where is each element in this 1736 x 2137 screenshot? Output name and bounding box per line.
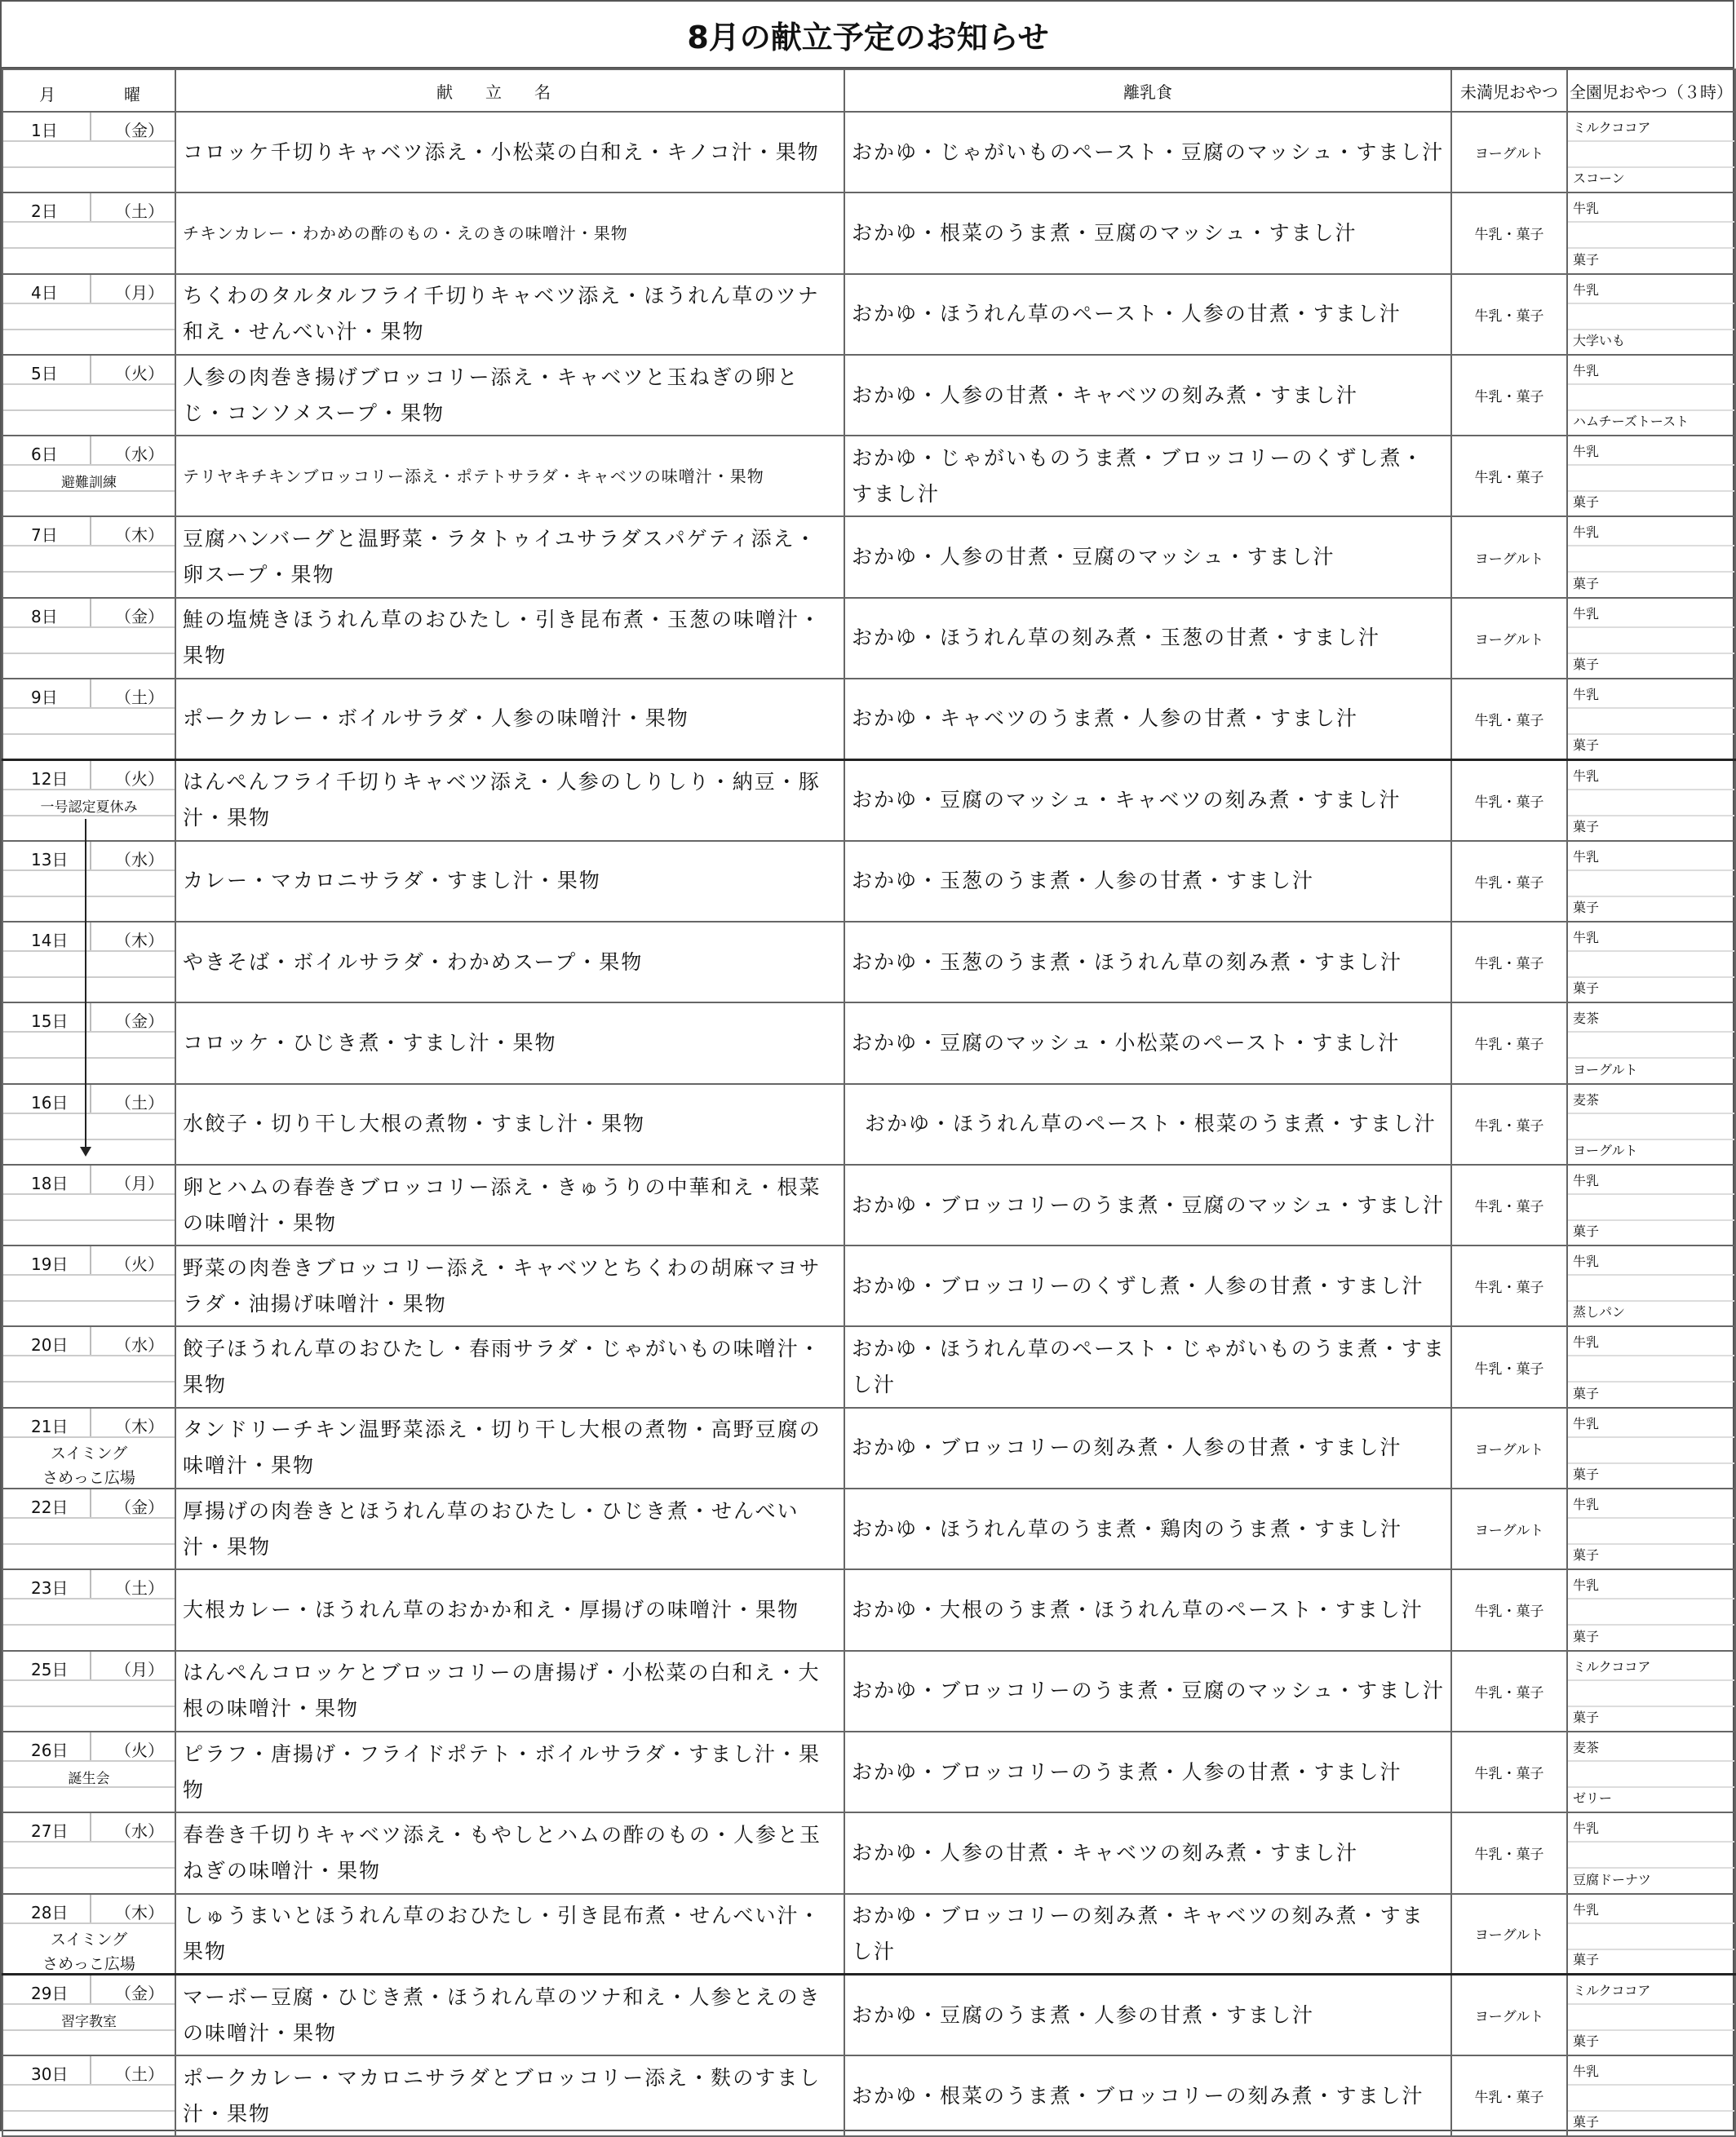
snack-all-cell xyxy=(1567,1975,1735,2055)
snack-food: 蒸しパン xyxy=(1573,1304,1626,1321)
baby-food-cell: おかゆ・じゃがいものうま煮・ブロッコリーのくずし煮・すまし汁 xyxy=(844,436,1451,516)
table-row xyxy=(2,436,1735,516)
menu-cell: 人参の肉巻き揚げブロッコリー添え・キャベツと玉ねぎの卵とじ・コンソメスープ・果物 xyxy=(175,355,844,436)
day-number: 9日 xyxy=(31,688,58,708)
snack-drink: 牛乳 xyxy=(1573,1821,1600,1837)
snack-food: 菓子 xyxy=(1573,657,1600,673)
snack-drink: 牛乳 xyxy=(1573,1415,1600,1431)
day-number: 4日 xyxy=(31,282,58,303)
snack-under3-cell: 牛乳・菓子 xyxy=(1451,2055,1567,2136)
snack-drink: 牛乳 xyxy=(1573,768,1600,784)
date-cell xyxy=(2,1408,175,1489)
snack-all-cell xyxy=(1567,355,1735,436)
snack-all-cell xyxy=(1567,1165,1735,1245)
snack-all-cell xyxy=(1567,679,1735,759)
snack-food: ゼリー xyxy=(1573,1790,1613,1807)
snack-all-cell xyxy=(1567,1084,1735,1165)
menu-cell: コロッケ千切りキャベツ添え・小松菜の白和え・キノコ汁・果物 xyxy=(175,112,844,192)
snack-under3-cell: ヨーグルト xyxy=(1451,1975,1567,2055)
baby-food-cell: おかゆ・大根のうま煮・ほうれん草のペースト・すまし汁 xyxy=(844,1569,1451,1650)
baby-food-cell: おかゆ・豆腐のマッシュ・小松菜のペースト・すまし汁 xyxy=(844,1002,1451,1083)
snack-drink: 牛乳 xyxy=(1573,605,1600,622)
snack-under3-cell: 牛乳・菓子 xyxy=(1451,1245,1567,1326)
day-number: 28日 xyxy=(31,1902,69,1922)
day-of-week: （水） xyxy=(115,445,164,465)
snack-food: 菓子 xyxy=(1573,1467,1600,1483)
date-cell xyxy=(2,1002,175,1083)
baby-food-cell: おかゆ・ブロッコリーのうま煮・豆腐のマッシュ・すまし汁 xyxy=(844,1165,1451,1245)
day-number: 26日 xyxy=(31,1740,69,1760)
table-row xyxy=(2,1975,1735,2055)
snack-all-cell xyxy=(1567,1326,1735,1407)
header-month: 月 xyxy=(39,85,55,104)
day-of-week: （月） xyxy=(115,282,164,303)
baby-food-cell: おかゆ・玉葱のうま煮・人参の甘煮・すまし汁 xyxy=(844,841,1451,922)
snack-drink: 牛乳 xyxy=(1573,2064,1600,2080)
day-number: 27日 xyxy=(31,1821,69,1842)
date-cell xyxy=(2,1245,175,1326)
menu-table xyxy=(2,69,1736,2137)
day-of-week: （水） xyxy=(115,1821,164,1842)
baby-food-cell: おかゆ・ほうれん草のペースト・根菜のうま煮・すまし汁 xyxy=(844,1084,1451,1165)
day-of-week: （月） xyxy=(115,1173,164,1193)
day-of-week: （土） xyxy=(115,1092,164,1113)
baby-food-cell: おかゆ・ブロッコリーの刻み煮・人参の甘煮・すまし汁 xyxy=(844,1408,1451,1489)
snack-under3-cell: 牛乳・菓子 xyxy=(1451,1326,1567,1407)
day-number: 6日 xyxy=(31,445,58,465)
header-menu: 献立名 xyxy=(175,69,844,112)
day-of-week: （水） xyxy=(115,849,164,869)
snack-drink: 麦茶 xyxy=(1573,1011,1600,1027)
day-number: 18日 xyxy=(31,1173,69,1193)
day-of-week: （土） xyxy=(115,1578,164,1599)
baby-food-cell: おかゆ・人参の甘煮・キャベツの刻み煮・すまし汁 xyxy=(844,1812,1451,1893)
snack-under3-cell: 牛乳・菓子 xyxy=(1451,922,1567,1002)
menu-cell: ちくわのタルタルフライ千切りキャベツ添え・ほうれん草のツナ和え・せんべい汁・果物 xyxy=(175,274,844,355)
day-of-week: （金） xyxy=(115,1011,164,1032)
menu-cell: 厚揚げの肉巻きとほうれん草のおひたし・ひじき煮・せんべい汁・果物 xyxy=(175,1489,844,1569)
menu-cell: 卵とハムの春巻きブロッコリー添え・きゅうりの中華和え・根菜の味噌汁・果物 xyxy=(175,1165,844,1245)
snack-all-cell xyxy=(1567,274,1735,355)
menu-cell: カレー・マカロニサラダ・すまし汁・果物 xyxy=(175,841,844,922)
snack-all-cell xyxy=(1567,1408,1735,1489)
day-of-week: （金） xyxy=(115,1498,164,1518)
snack-under3-cell: 牛乳・菓子 xyxy=(1451,436,1567,516)
date-cell xyxy=(2,922,175,1002)
day-number: 15日 xyxy=(31,1011,69,1032)
day-number: 2日 xyxy=(31,201,58,222)
menu-cell: 野菜の肉巻きブロッコリー添え・キャベツとちくわの胡麻マヨサラダ・油揚げ味噌汁・果物 xyxy=(175,1245,844,1326)
day-number: 8日 xyxy=(31,606,58,626)
day-of-week: （火） xyxy=(115,1254,164,1275)
snack-under3-cell: 牛乳・菓子 xyxy=(1451,1651,1567,1732)
snack-food: 菓子 xyxy=(1573,1223,1600,1240)
menu-cell: チキンカレー・わかめの酢のもの・えのきの味噌汁・果物 xyxy=(175,192,844,273)
snack-drink: 牛乳 xyxy=(1573,444,1600,460)
menu-cell: ポークカレー・マカロニサラダとブロッコリー添え・麩のすまし汁・果物 xyxy=(175,2055,844,2136)
event-label: 避難訓練 xyxy=(61,475,117,492)
baby-food-cell: おかゆ・人参の甘煮・キャベツの刻み煮・すまし汁 xyxy=(844,355,1451,436)
date-cell xyxy=(2,436,175,516)
table-row xyxy=(2,1489,1735,1569)
baby-food-cell: おかゆ・ほうれん草のペースト・じゃがいものうま煮・すまし汁 xyxy=(844,1326,1451,1407)
snack-all-cell xyxy=(1567,1894,1735,1975)
snack-food: 菓子 xyxy=(1573,899,1600,915)
table-row xyxy=(2,1245,1735,1326)
table-row xyxy=(2,112,1735,192)
snack-drink: 牛乳 xyxy=(1573,201,1600,217)
snack-all-cell xyxy=(1567,1651,1735,1732)
date-cell xyxy=(2,355,175,436)
snack-under3-cell: ヨーグルト xyxy=(1451,1489,1567,1569)
page-title: 8月の献立予定のお知らせ xyxy=(2,2,1734,69)
table-row xyxy=(2,759,1735,840)
day-number: 22日 xyxy=(31,1498,69,1518)
table-row xyxy=(2,841,1735,922)
date-cell xyxy=(2,1489,175,1569)
snack-under3-cell: 牛乳・菓子 xyxy=(1451,1084,1567,1165)
table-row xyxy=(2,355,1735,436)
menu-cell: はんぺんコロッケとブロッコリーの唐揚げ・小松菜の白和え・大根の味噌汁・果物 xyxy=(175,1651,844,1732)
day-of-week: （木） xyxy=(115,525,164,546)
date-cell xyxy=(2,1651,175,1732)
table-row xyxy=(2,598,1735,679)
snack-under3-cell: 牛乳・菓子 xyxy=(1451,355,1567,436)
day-number: 29日 xyxy=(31,1984,69,2004)
snack-all-cell xyxy=(1567,922,1735,1002)
menu-cell: 大根カレー・ほうれん草のおかか和え・厚揚げの味噌汁・果物 xyxy=(175,1569,844,1650)
baby-food-cell: おかゆ・人参の甘煮・豆腐のマッシュ・すまし汁 xyxy=(844,516,1451,597)
snack-food: 菓子 xyxy=(1573,980,1600,997)
snack-under3-cell: 牛乳・菓子 xyxy=(1451,274,1567,355)
day-number: 30日 xyxy=(31,2064,69,2085)
snack-all-cell xyxy=(1567,1732,1735,1812)
baby-food-cell: おかゆ・ブロッコリーのうま煮・豆腐のマッシュ・すまし汁 xyxy=(844,1651,1451,1732)
baby-food-cell: おかゆ・ブロッコリーのくずし煮・人参の甘煮・すまし汁 xyxy=(844,1245,1451,1326)
table-row xyxy=(2,1165,1735,1245)
event-label: 一号認定夏休み xyxy=(40,799,138,816)
baby-food-cell: おかゆ・ほうれん草のうま煮・鶏肉のうま煮・すまし汁 xyxy=(844,1489,1451,1569)
baby-food-cell: おかゆ・根菜のうま煮・ブロッコリーの刻み煮・すまし汁 xyxy=(844,2055,1451,2136)
snack-drink: 牛乳 xyxy=(1573,848,1600,865)
snack-drink: 牛乳 xyxy=(1573,524,1600,541)
date-cell xyxy=(2,192,175,273)
snack-food: 大学いも xyxy=(1573,332,1626,348)
menu-cell: テリヤキチキンブロッコリー添え・ポテトサラダ・キャベツの味噌汁・果物 xyxy=(175,436,844,516)
date-cell xyxy=(2,598,175,679)
day-number: 5日 xyxy=(31,363,58,383)
vacation-period-arrow-head xyxy=(80,1147,91,1157)
snack-drink: ミルクココア xyxy=(1573,120,1651,135)
snack-all-cell xyxy=(1567,1489,1735,1569)
snack-all-cell xyxy=(1567,1812,1735,1893)
day-number: 25日 xyxy=(31,1659,69,1679)
snack-food: 菓子 xyxy=(1573,737,1600,753)
day-of-week: （金） xyxy=(115,121,164,140)
day-of-week: （火） xyxy=(115,768,164,789)
menu-cell: ポークカレー・ボイルサラダ・人参の味噌汁・果物 xyxy=(175,679,844,759)
table-row xyxy=(2,1894,1735,1975)
menu-cell: 鮭の塩焼きほうれん草のおひたし・引き昆布煮・玉葱の味噌汁・果物 xyxy=(175,598,844,679)
day-of-week: （土） xyxy=(115,2064,164,2085)
event-label: 習字教室 xyxy=(61,2014,117,2031)
snack-under3-cell: 牛乳・菓子 xyxy=(1451,1732,1567,1812)
snack-under3-cell: ヨーグルト xyxy=(1451,516,1567,597)
baby-food-cell: おかゆ・キャベツのうま煮・人参の甘煮・すまし汁 xyxy=(844,679,1451,759)
date-cell xyxy=(2,759,175,840)
snack-all-cell xyxy=(1567,1002,1735,1083)
snack-under3-cell: ヨーグルト xyxy=(1451,1894,1567,1975)
snack-food: 菓子 xyxy=(1573,2033,1600,2050)
snack-under3-cell: ヨーグルト xyxy=(1451,598,1567,679)
table-row xyxy=(2,922,1735,1002)
snack-under3-cell: 牛乳・菓子 xyxy=(1451,841,1567,922)
snack-food: 菓子 xyxy=(1573,1385,1600,1401)
table-row xyxy=(2,1408,1735,1489)
date-cell xyxy=(2,841,175,922)
header-baby-food: 離乳食 xyxy=(844,69,1451,112)
snack-drink: 牛乳 xyxy=(1573,687,1600,703)
table-row xyxy=(2,1569,1735,1650)
baby-food-cell: おかゆ・ブロッコリーのうま煮・人参の甘煮・すまし汁 xyxy=(844,1732,1451,1812)
snack-food: 菓子 xyxy=(1573,494,1600,511)
baby-food-cell: おかゆ・根菜のうま煮・豆腐のマッシュ・すまし汁 xyxy=(844,192,1451,273)
baby-food-cell: おかゆ・じゃがいものペースト・豆腐のマッシュ・すまし汁 xyxy=(844,112,1451,192)
day-number: 13日 xyxy=(31,849,69,869)
snack-food: 菓子 xyxy=(1573,1628,1600,1644)
baby-food-cell: おかゆ・ブロッコリーの刻み煮・キャベツの刻み煮・すまし汁 xyxy=(844,1894,1451,1975)
event-label: 誕生会 xyxy=(68,1770,110,1787)
snack-all-cell xyxy=(1567,598,1735,679)
day-of-week: （金） xyxy=(115,1984,164,2004)
menu-cell: 豆腐ハンバーグと温野菜・ラタトゥイユサラダスパゲティ添え・卵スープ・果物 xyxy=(175,516,844,597)
day-number: 12日 xyxy=(31,768,69,789)
menu-cell: はんぺんフライ千切りキャベツ添え・人参のしりしり・納豆・豚汁・果物 xyxy=(175,759,844,840)
header-dow: 曜 xyxy=(124,85,140,104)
table-row xyxy=(2,1002,1735,1083)
event-label: スイミング さめっこ広場 xyxy=(42,1444,135,1487)
snack-food: 菓子 xyxy=(1573,2114,1600,2130)
snack-drink: 麦茶 xyxy=(1573,1091,1600,1108)
date-cell xyxy=(2,516,175,597)
snack-under3-cell: 牛乳・菓子 xyxy=(1451,759,1567,840)
snack-all-cell xyxy=(1567,192,1735,273)
snack-all-cell xyxy=(1567,2055,1735,2136)
day-of-week: （火） xyxy=(115,1740,164,1760)
snack-drink: 牛乳 xyxy=(1573,1497,1600,1513)
snack-food: 菓子 xyxy=(1573,1952,1600,1968)
snack-drink: 牛乳 xyxy=(1573,1172,1600,1188)
day-number: 14日 xyxy=(31,930,69,950)
day-number: 1日 xyxy=(31,121,58,140)
snack-food: ヨーグルト xyxy=(1573,1061,1638,1077)
date-cell xyxy=(2,1326,175,1407)
date-cell xyxy=(2,1569,175,1650)
table-row xyxy=(2,1326,1735,1407)
event-label: スイミング さめっこ広場 xyxy=(42,1930,135,1973)
snack-under3-cell: ヨーグルト xyxy=(1451,1408,1567,1489)
snack-under3-cell: 牛乳・菓子 xyxy=(1451,1165,1567,1245)
table-row xyxy=(2,1812,1735,1893)
date-cell xyxy=(2,1732,175,1812)
snack-under3-cell: 牛乳・菓子 xyxy=(1451,679,1567,759)
snack-food: ヨーグルト xyxy=(1573,1142,1638,1158)
table-row xyxy=(2,2055,1735,2136)
menu-cell: 水餃子・切り干し大根の煮物・すまし汁・果物 xyxy=(175,1084,844,1165)
date-cell xyxy=(2,1894,175,1975)
snack-all-cell xyxy=(1567,1569,1735,1650)
menu-cell: しゅうまいとほうれん草のおひたし・引き昆布煮・せんべい汁・果物 xyxy=(175,1894,844,1975)
header-snack-under3: 未満児おやつ xyxy=(1451,69,1567,112)
snack-all-cell xyxy=(1567,1245,1735,1326)
baby-food-cell: おかゆ・玉葱のうま煮・ほうれん草の刻み煮・すまし汁 xyxy=(844,922,1451,1002)
snack-drink: ミルクココア xyxy=(1573,1658,1651,1675)
date-cell xyxy=(2,112,175,192)
snack-food: 菓子 xyxy=(1573,1547,1600,1564)
snack-food: 菓子 xyxy=(1573,575,1600,591)
menu-cell: タンドリーチキン温野菜添え・切り干し大根の煮物・高野豆腐の味噌汁・果物 xyxy=(175,1408,844,1489)
snack-drink: 牛乳 xyxy=(1573,929,1600,945)
day-of-week: （金） xyxy=(115,606,164,626)
snack-drink: 牛乳 xyxy=(1573,1577,1600,1594)
day-of-week: （土） xyxy=(115,201,164,222)
baby-food-cell: おかゆ・豆腐のうま煮・人参の甘煮・すまし汁 xyxy=(844,1975,1451,2055)
day-number: 7日 xyxy=(31,525,58,546)
table-row xyxy=(2,679,1735,759)
menu-cell: 餃子ほうれん草のおひたし・春雨サラダ・じゃがいもの味噌汁・果物 xyxy=(175,1326,844,1407)
snack-food: スコーン xyxy=(1573,170,1625,187)
snack-drink: 麦茶 xyxy=(1573,1739,1600,1755)
table-row xyxy=(2,1732,1735,1812)
vacation-period-arrow xyxy=(85,819,86,1152)
day-number: 23日 xyxy=(31,1578,69,1599)
header-date-cell xyxy=(2,69,175,112)
snack-all-cell xyxy=(1567,112,1735,192)
table-row xyxy=(2,1651,1735,1732)
date-cell xyxy=(2,1165,175,1245)
day-of-week: （木） xyxy=(115,1902,164,1922)
table-row xyxy=(2,274,1735,355)
snack-food: 菓子 xyxy=(1573,818,1600,834)
snack-under3-cell: 牛乳・菓子 xyxy=(1451,1812,1567,1893)
snack-drink: 牛乳 xyxy=(1573,281,1600,298)
header-snack-all: 全園児おやつ（３時） xyxy=(1567,69,1735,112)
day-of-week: （土） xyxy=(115,688,164,708)
menu-cell: マーボー豆腐・ひじき煮・ほうれん草のツナ和え・人参とえのきの味噌汁・果物 xyxy=(175,1975,844,2055)
day-of-week: （木） xyxy=(115,1416,164,1436)
baby-food-cell: おかゆ・豆腐のマッシュ・キャベツの刻み煮・すまし汁 xyxy=(844,759,1451,840)
date-cell xyxy=(2,1812,175,1893)
menu-cell: やきそば・ボイルサラダ・わかめスープ・果物 xyxy=(175,922,844,1002)
snack-food: ハムチーズトースト xyxy=(1573,414,1690,430)
day-number: 20日 xyxy=(31,1335,69,1356)
table-header-row xyxy=(2,69,1735,112)
snack-under3-cell: 牛乳・菓子 xyxy=(1451,192,1567,273)
snack-all-cell xyxy=(1567,516,1735,597)
snack-drink: 牛乳 xyxy=(1573,1254,1600,1270)
date-cell xyxy=(2,679,175,759)
snack-under3-cell: 牛乳・菓子 xyxy=(1451,1002,1567,1083)
snack-food: 菓子 xyxy=(1573,251,1600,268)
snack-all-cell xyxy=(1567,436,1735,516)
snack-drink: ミルクココア xyxy=(1573,1983,1651,1999)
day-of-week: （火） xyxy=(115,363,164,383)
day-number: 16日 xyxy=(31,1092,69,1113)
table-row xyxy=(2,1084,1735,1165)
date-cell xyxy=(2,274,175,355)
day-number: 19日 xyxy=(31,1254,69,1275)
snack-drink: 牛乳 xyxy=(1573,1334,1600,1351)
snack-drink: 牛乳 xyxy=(1573,1901,1600,1918)
day-of-week: （水） xyxy=(115,1335,164,1356)
menu-cell: コロッケ・ひじき煮・すまし汁・果物 xyxy=(175,1002,844,1083)
date-cell xyxy=(2,2055,175,2136)
snack-under3-cell: 牛乳・菓子 xyxy=(1451,1569,1567,1650)
snack-food: 菓子 xyxy=(1573,1709,1600,1725)
menu-cell: 春巻き千切りキャベツ添え・もやしとハムの酢のもの・人参と玉ねぎの味噌汁・果物 xyxy=(175,1812,844,1893)
snack-all-cell xyxy=(1567,841,1735,922)
baby-food-cell: おかゆ・ほうれん草のペースト・人参の甘煮・すまし汁 xyxy=(844,274,1451,355)
date-cell xyxy=(2,1975,175,2055)
day-number: 21日 xyxy=(31,1416,69,1436)
table-row xyxy=(2,516,1735,597)
menu-cell: ピラフ・唐揚げ・フライドポテト・ボイルサラダ・すまし汁・果物 xyxy=(175,1732,844,1812)
day-of-week: （月） xyxy=(115,1659,164,1679)
baby-food-cell: おかゆ・ほうれん草の刻み煮・玉葱の甘煮・すまし汁 xyxy=(844,598,1451,679)
snack-drink: 牛乳 xyxy=(1573,362,1600,378)
snack-all-cell xyxy=(1567,759,1735,840)
snack-food: 豆腐ドーナツ xyxy=(1573,1871,1651,1887)
snack-under3-cell: ヨーグルト xyxy=(1451,112,1567,192)
table-row xyxy=(2,192,1735,273)
day-of-week: （木） xyxy=(115,930,164,950)
